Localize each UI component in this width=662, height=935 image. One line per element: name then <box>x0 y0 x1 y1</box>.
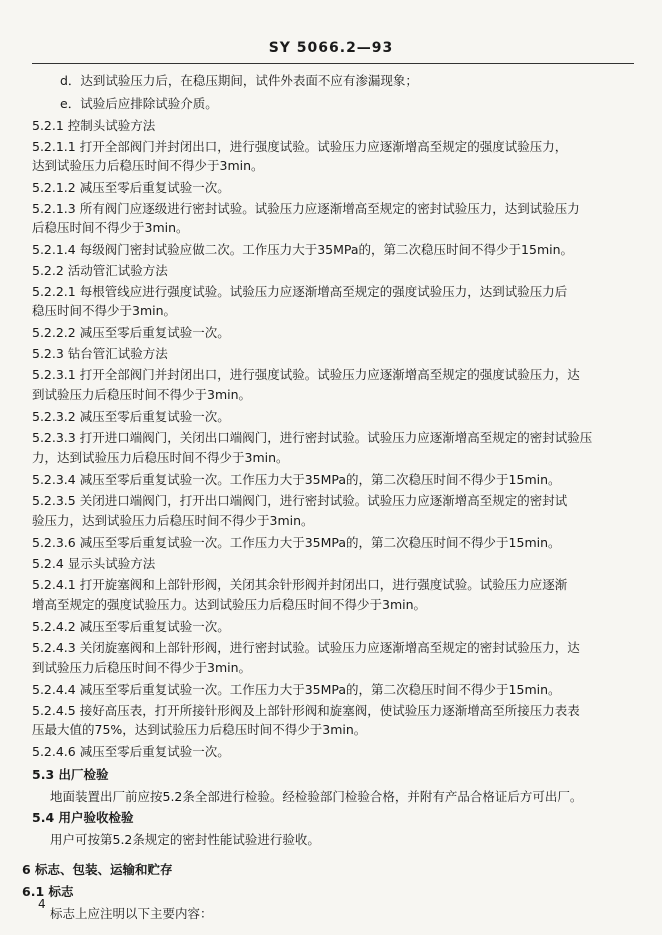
section-heading: 6.1 标志 <box>22 884 74 899</box>
text-line: d．达到试验压力后，在稳压期间，试件外表面不应有渗漏现象； <box>60 73 418 88</box>
header-rule <box>32 63 634 64</box>
page-number: 4 <box>38 897 46 911</box>
text-line: 5.2.3.4 减压至零后重复试验一次。工作压力大于35MPa的，第二次稳压时间不得少于15min。 <box>32 472 561 487</box>
text-line: 5.2.4.3 关闭旋塞阀和上部针形阀，进行密封试验。试验压力应逐渐增高至规定的密封试验压力，达 <box>32 640 580 655</box>
text-line: 到试验压力后稳压时间不得少于3min。 <box>32 387 252 402</box>
text-line: 力，达到试验压力后稳压时间不得少于3min。 <box>32 450 289 465</box>
text-line: 验压力，达到试验压力后稳压时间不得少于3min。 <box>32 513 314 528</box>
text-line: 5.2.4.5 接好高压表，打开所接针形阀及上部针形阀和旋塞阀，使试验压力逐渐增高至所接压力表表 <box>32 703 580 718</box>
section-heading: 5.3 出厂检验 <box>32 767 109 782</box>
text-line: 5.2.1.1 打开全部阀门并封闭出口，进行强度试验。试验压力应逐渐增高至规定的强度试验压力， <box>32 139 568 154</box>
text-line: 5.2.4.4 减压至零后重复试验一次。工作压力大于35MPa的，第二次稳压时间不得少于15min。 <box>32 682 561 697</box>
text-line: 标志上应注明以下主要内容： <box>50 906 213 921</box>
text-line: 增高至规定的强度试验压力。达到试验压力后稳压时间不得少于3min。 <box>32 597 427 612</box>
text-line: e．试验后应排除试验介质。 <box>60 96 218 111</box>
text-line: 压最大值的75%，达到试验压力后稳压时间不得少于3min。 <box>32 722 367 737</box>
text-line: 5.2.1.2 减压至零后重复试验一次。 <box>32 180 230 195</box>
chapter-heading: 6 标志、包装、运输和贮存 <box>22 862 173 877</box>
text-line: 稳压时间不得少于3min。 <box>32 303 177 318</box>
standard-header: SY 5066.2—93 <box>268 40 394 56</box>
text-line: 5.2.1.4 每级阀门密封试验应做二次。工作压力大于35MPa的，第二次稳压时间不得少于15min。 <box>32 242 574 257</box>
text-line: 到试验压力后稳压时间不得少于3min。 <box>32 660 252 675</box>
text-line: 5.2.3.1 打开全部阀门并封闭出口，进行强度试验。试验压力应逐渐增高至规定的强度试验压力，达 <box>32 367 580 382</box>
text-line: 用户可按第5.2条规定的密封性能试验进行验收。 <box>50 832 320 847</box>
text-line: 5.2.1.3 所有阀门应逐级进行密封试验。试验压力应逐渐增高至规定的密封试验压力，达到试验压力 <box>32 201 580 216</box>
text-line: 5.2.3.5 关闭进口端阀门，打开出口端阀门，进行密封试验。试验压力应逐渐增高至规定的密封试 <box>32 493 568 508</box>
section-heading: 5.4 用户验收检验 <box>32 810 134 825</box>
section-heading: 5.2.1 控制头试验方法 <box>32 118 156 133</box>
text-line: 地面装置出厂前应按5.2条全部进行检验。经检验部门检验合格，并附有产品合格证后方可出厂。 <box>50 789 583 804</box>
section-heading: 5.2.2 活动管汇试验方法 <box>32 263 168 278</box>
text-line: 5.2.2.1 每根管线应进行强度试验。试验压力应逐渐增高至规定的强度试验压力，达到试验压力后 <box>32 284 568 299</box>
section-heading: 5.2.3 钻台管汇试验方法 <box>32 346 168 361</box>
text-line: 5.2.4.6 减压至零后重复试验一次。 <box>32 744 230 759</box>
text-line: 5.2.4.2 减压至零后重复试验一次。 <box>32 619 230 634</box>
text-line: 5.2.3.2 减压至零后重复试验一次。 <box>32 409 230 424</box>
text-line: 5.2.3.6 减压至零后重复试验一次。工作压力大于35MPa的，第二次稳压时间不得少于15min。 <box>32 535 561 550</box>
text-line: 5.2.4.1 打开旋塞阀和上部针形阀，关闭其余针形阀并封闭出口，进行强度试验。试验压力应逐渐 <box>32 577 568 592</box>
text-line: 5.2.3.3 打开进口端阀门，关闭出口端阀门，进行密封试验。试验压力应逐渐增高至规定的密封试验压 <box>32 430 593 445</box>
text-line: 后稳压时间不得少于3min。 <box>32 220 189 235</box>
text-line: 达到试验压力后稳压时间不得少于3min。 <box>32 158 264 173</box>
text-line: 5.2.2.2 减压至零后重复试验一次。 <box>32 325 230 340</box>
section-heading: 5.2.4 显示头试验方法 <box>32 556 156 571</box>
